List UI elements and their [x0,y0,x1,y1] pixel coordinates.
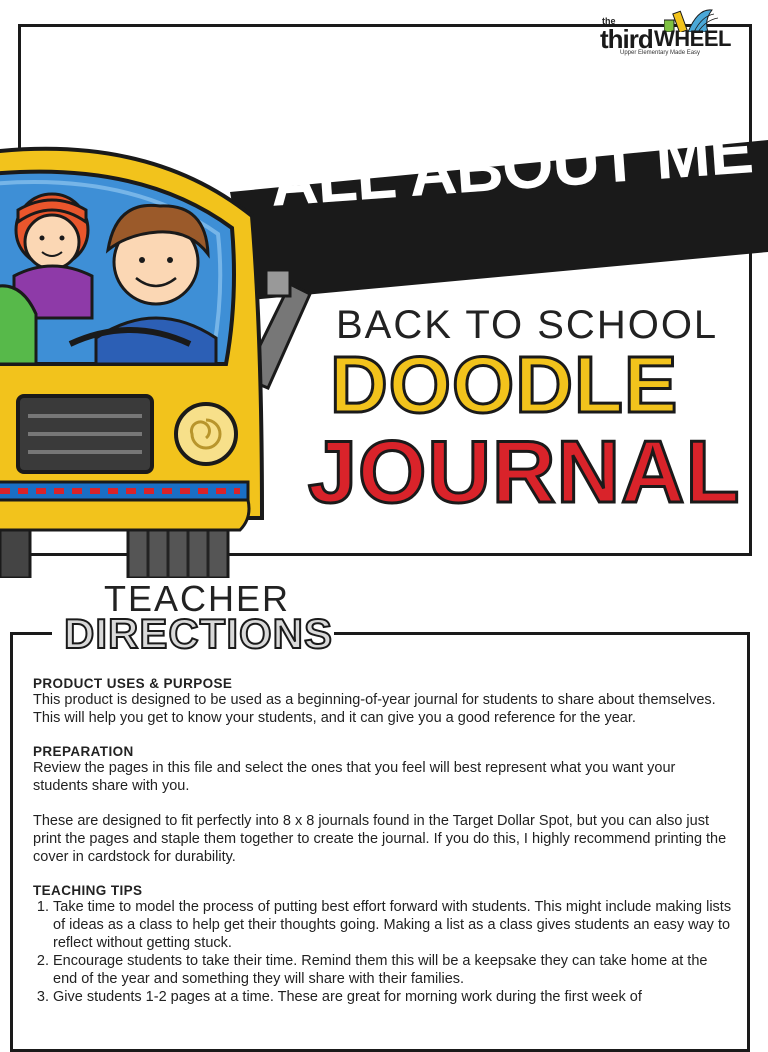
section-heading-preparation: PREPARATION [33,744,134,759]
logo-the: the [602,16,616,26]
cover-subtitle-journal: JOURNAL [308,422,741,521]
logo-tagline: Upper Elementary Made Easy [620,50,701,56]
cover-subtitle-doodle: DOODLE [330,340,679,429]
section-heading-teaching-tips: TEACHING TIPS [33,883,143,898]
uses-paragraph: This product is designed to be used as a beginning-of-year journal for students to share about themselves. This will help you get to know your students, and it can give you a good reference for the year. [33,692,716,726]
list-item: 2. Encourage students to take their time. Remind them this will be a keepsake they can take home at the end of the year and something they will share with their families. [53,952,733,988]
school-bus-illustration [0,138,320,578]
directions-title-teacher: TEACHER [104,578,291,619]
logo-third: third [600,24,653,54]
directions-content [33,676,733,1006]
list-item: 1. Take time to model the process of putting best effort forward with students. This might include making lists of ideas as a class to help get their thoughts going. Making a list as a class gives students an easy way to reflect without getting stuck. [53,898,733,952]
teaching-tips-list [33,898,733,1006]
cover-subtitle-back-to-school: BACK TO SCHOOL [336,303,719,347]
cover-title: ALL ABOUT ME [267,112,755,220]
logo-wheel: WHEEL [654,26,731,51]
directions-title-directions: DIRECTIONS [64,610,334,657]
preparation-paragraph-2: These are designed to fit perfectly into 8 x 8 journals found in the Target Dollar Spot, but you can also just print the pages and staple them together to create the journal. If you do this, I highly recommend printing the cover in cardstock for durability. [33,813,727,865]
brand-logo [598,4,731,60]
section-heading-uses: PRODUCT USES & PURPOSE [33,676,233,691]
preparation-paragraph-1: Review the pages in this file and select the ones that you feel will best represent what you want your students share with you. [33,760,676,794]
list-item: 3. Give students 1-2 pages at a time. These are great for morning work during the first week of [53,988,733,1006]
